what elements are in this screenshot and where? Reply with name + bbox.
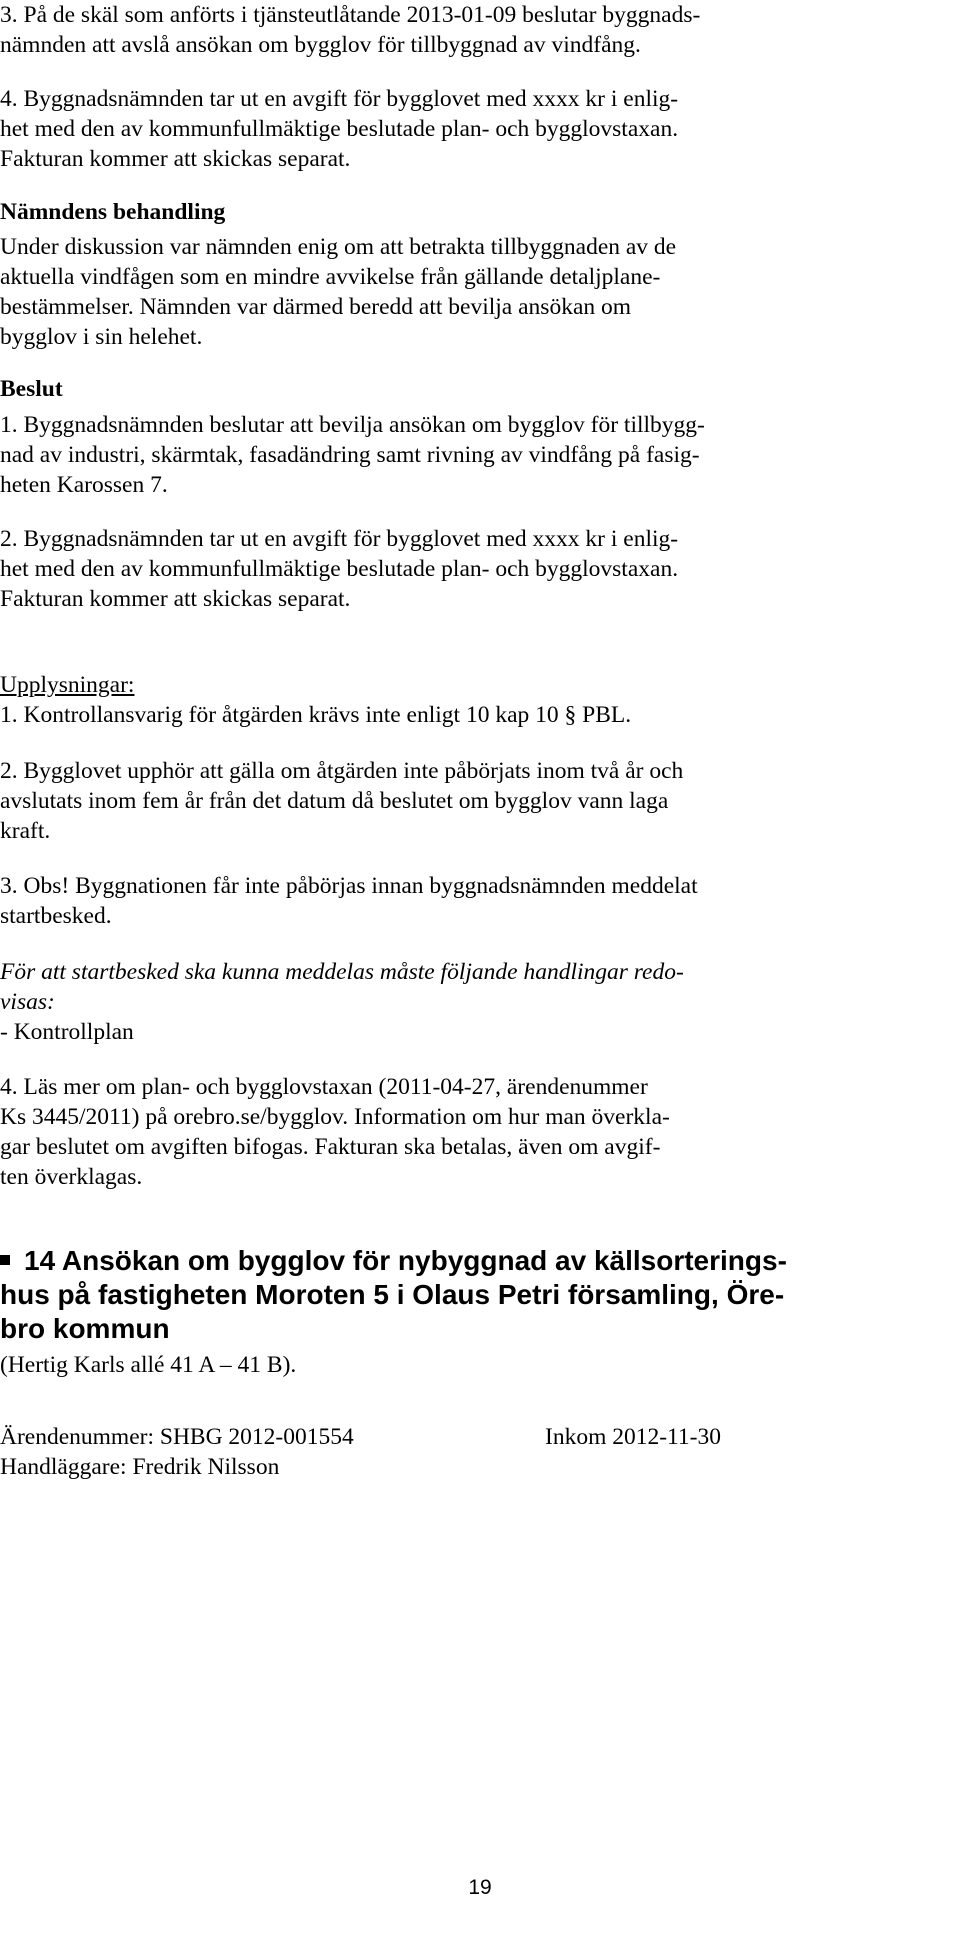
behandling-line-3: bestämmelser. Nämnden var därmed beredd att bevilja ansökan om — [0, 294, 632, 320]
beslut-1-line-3: heten Karossen 7. — [0, 472, 168, 498]
section-14-heading-line-1: 14 Ansökan om bygglov för nybyggnad av källsorterings- — [0, 1244, 787, 1278]
heading-upplysningar: Upplysningar: — [0, 672, 135, 698]
beslut-2-line-1: 2. Byggnadsnämnden tar ut en avgift för bygglovet med xxxx kr i enlig- — [0, 526, 679, 552]
beslut-2-line-2: het med den av kommunfullmäktige beslutade plan- och bygglovstaxan. — [0, 556, 679, 582]
startbesked-note-line-1: För att startbesked ska kunna meddelas måste följande handlingar redo- — [0, 959, 684, 985]
arendenummer: Ärendenummer: SHBG 2012-001554 — [0, 1424, 354, 1450]
behandling-line-2: aktuella vindfågen som en mindre avvikelse från gällande detaljplane- — [0, 264, 661, 290]
behandling-line-1: Under diskussion var nämnden enig om att betrakta tillbyggnaden av de — [0, 234, 677, 260]
upplysning-1: 1. Kontrollansvarig för åtgärden krävs inte enligt 10 kap 10 § PBL. — [0, 702, 632, 728]
paragraph-3-line-2: nämnden att avslå ansökan om bygglov för tillbyggnad av vindfång. — [0, 32, 641, 58]
inkom-date: Inkom 2012-11-30 — [545, 1424, 722, 1450]
upplysning-4-line-4: ten överklagas. — [0, 1164, 143, 1190]
upplysning-4-line-2: Ks 3445/2011) på orebro.se/bygglov. Information om hur man överkla- — [0, 1104, 670, 1130]
paragraph-4-line-2: het med den av kommunfullmäktige beslutade plan- och bygglovstaxan. — [0, 116, 679, 142]
heading-beslut: Beslut — [0, 376, 63, 402]
heading-namndens-behandling: Nämndens behandling — [0, 199, 226, 225]
upplysning-2-line-3: kraft. — [0, 818, 51, 844]
beslut-1-line-1: 1. Byggnadsnämnden beslutar att bevilja ansökan om bygglov för tillbygg- — [0, 412, 705, 438]
upplysning-2-line-2: avslutats inom fem år från det datum då beslutet om bygglov vann laga — [0, 788, 669, 814]
kontrollplan-item: - Kontrollplan — [0, 1019, 134, 1045]
upplysning-3-line-2: startbesked. — [0, 903, 112, 929]
startbesked-note-line-2: visas: — [0, 989, 55, 1015]
square-bullet-icon — [0, 1255, 10, 1265]
upplysning-4-line-3: gar beslutet om avgiften bifogas. Fakturan ska betalas, även om avgif- — [0, 1134, 661, 1160]
section-14-address: (Hertig Karls allé 41 A – 41 B). — [0, 1352, 297, 1378]
section-14-heading-line-3: bro kommun — [0, 1313, 170, 1344]
paragraph-4-line-3: Fakturan kommer att skickas separat. — [0, 146, 351, 172]
section-14-heading-line-2: hus på fastigheten Moroten 5 i Olaus Petri församling, Öre- — [0, 1279, 785, 1310]
paragraph-4-line-1: 4. Byggnadsnämnden tar ut en avgift för bygglovet med xxxx kr i enlig- — [0, 86, 679, 112]
beslut-2-line-3: Fakturan kommer att skickas separat. — [0, 586, 351, 612]
beslut-1-line-2: nad av industri, skärmtak, fasadändring samt rivning av vindfång på fasig- — [0, 442, 700, 468]
upplysning-3-line-1: 3. Obs! Byggnationen får inte påbörjas innan byggnadsnämnden meddelat — [0, 873, 698, 899]
paragraph-3-line-1: 3. På de skäl som anförts i tjänsteutlåtande 2013-01-09 beslutar byggnads- — [0, 2, 701, 28]
upplysning-2-line-1: 2. Bygglovet upphör att gälla om åtgärden inte påbörjats inom två år och — [0, 758, 684, 784]
upplysning-4-line-1: 4. Läs mer om plan- och bygglovstaxan (2011-04-27, ärendenummer — [0, 1074, 648, 1100]
behandling-line-4: bygglov i sin helehet. — [0, 324, 203, 350]
page-number: 19 — [468, 1876, 492, 1899]
handlaggare: Handläggare: Fredrik Nilsson — [0, 1454, 280, 1480]
